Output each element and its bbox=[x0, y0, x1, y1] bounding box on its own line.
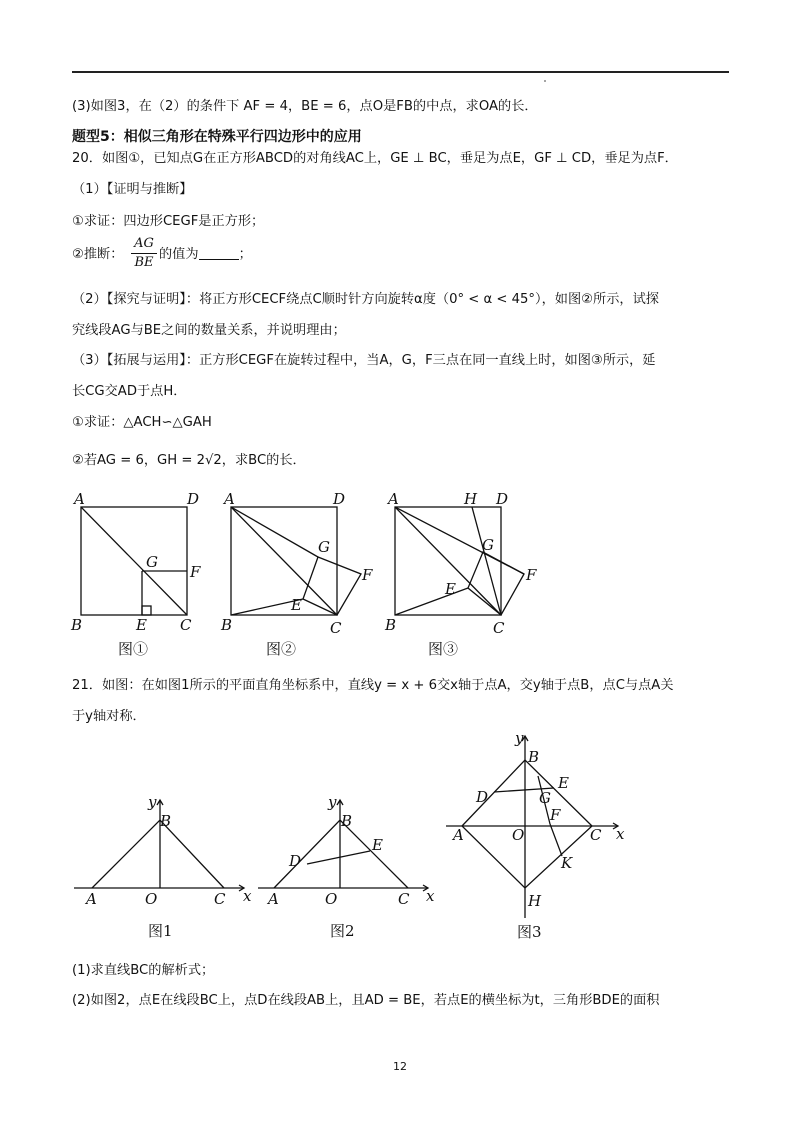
fig1-caption: 图① bbox=[118, 640, 149, 658]
q20-part2-line1: （2）【探究与证明】：将正方形CECF绕点C顺时针方向旋转α度（0° < α < 45°），如图②所示，试探 bbox=[72, 292, 659, 307]
fraction-ag-be bbox=[131, 236, 157, 271]
q21-fig2-label-D: D bbox=[289, 852, 302, 870]
q21-fig2-label-C: C bbox=[398, 890, 410, 908]
q20-part3-item1: ①求证：△ACH∽△GAH bbox=[72, 415, 212, 430]
q20-infer-value-text: 的值为 bbox=[159, 247, 199, 262]
q21-fig3-label-D: D bbox=[476, 788, 489, 806]
fig3-label-E: E bbox=[445, 580, 456, 598]
fig3-label-C: C bbox=[493, 619, 505, 637]
q21-figure-1 bbox=[68, 790, 258, 955]
q21-fig1-label-A: A bbox=[86, 890, 97, 908]
header-rule bbox=[72, 71, 729, 73]
q20-part1-item1: ①求证：四边形CEGF是正方形； bbox=[72, 214, 265, 229]
q20-part2-line2: 究线段AG与BE之间的数量关系，并说明理由； bbox=[72, 323, 346, 338]
q21-fig3-caption: 图3 bbox=[517, 923, 542, 941]
q21-fig3-label-C: C bbox=[590, 826, 602, 844]
q20-figure-2 bbox=[215, 488, 375, 663]
q21-fig3-label-H: H bbox=[528, 892, 542, 910]
stray-dot bbox=[544, 80, 546, 82]
fig2-label-C: C bbox=[330, 619, 342, 637]
fig1-label-C: C bbox=[180, 616, 192, 634]
q21-fig1-label-B: B bbox=[160, 812, 172, 830]
q20-figure-1 bbox=[60, 488, 210, 663]
q21-fig3-label-A: A bbox=[453, 826, 464, 844]
fig1-label-A: A bbox=[74, 490, 85, 508]
q21-fig1-label-y: y bbox=[148, 793, 157, 811]
q21-stem-line1: 21．如图：在如图1所示的平面直角坐标系中，直线y = x + 6交x轴于点A，交y轴于点B，点C与点A关 bbox=[72, 678, 674, 693]
fig3-label-D: D bbox=[496, 490, 509, 508]
q21-fig3-label-y: y bbox=[515, 729, 524, 747]
fig3-label-G: G bbox=[482, 536, 494, 554]
section-heading: 题型5：相似三角形在特殊平行四边形中的应用 bbox=[72, 129, 362, 145]
q20-infer-end: ； bbox=[238, 247, 252, 262]
fraction-denominator: BE bbox=[134, 255, 154, 270]
fraction-numerator: AG bbox=[134, 236, 154, 251]
fig1-label-B: B bbox=[71, 616, 83, 634]
fig2-label-D: D bbox=[333, 490, 346, 508]
q21-fig2-label-A: A bbox=[268, 890, 279, 908]
q20-part1-item2 bbox=[72, 246, 123, 264]
fig1-label-D: D bbox=[187, 490, 200, 508]
q21-fig1-label-O: O bbox=[145, 890, 158, 908]
q20-infer-prefix: ②推断： bbox=[72, 247, 124, 262]
q20-part1-title: （1）【证明与推断】 bbox=[72, 182, 193, 197]
q20-part3-line2: 长CG交AD于点H． bbox=[72, 384, 187, 399]
fig2-label-E: E bbox=[291, 596, 302, 614]
fig3-label-A: A bbox=[388, 490, 399, 508]
q21-fig2-label-x: x bbox=[426, 887, 435, 905]
fraction-bar bbox=[131, 253, 157, 254]
fig1-label-E: E bbox=[136, 616, 147, 634]
fig2-label-A: A bbox=[224, 490, 235, 508]
q21-fig3-label-K: K bbox=[561, 854, 573, 872]
fig2-label-F: F bbox=[362, 566, 373, 584]
q20-figure-3 bbox=[378, 488, 548, 663]
fig2-caption: 图② bbox=[266, 640, 297, 658]
fig2-label-G: G bbox=[318, 538, 330, 556]
q21-part1: (1)求直线BC的解析式； bbox=[72, 963, 215, 978]
q21-fig3-label-E: E bbox=[558, 774, 569, 792]
q21-fig3-label-F: F bbox=[550, 806, 561, 824]
q21-fig2-label-O: O bbox=[325, 890, 338, 908]
page-number: 12 bbox=[393, 1060, 407, 1073]
q20-infer-suffix bbox=[159, 246, 252, 264]
q21-fig1-caption: 图1 bbox=[148, 922, 173, 940]
fig2-label-B: B bbox=[221, 616, 233, 634]
q21-figure-2 bbox=[252, 790, 442, 955]
q21-fig1-label-x: x bbox=[243, 887, 252, 905]
q21-fig2-label-y: y bbox=[328, 793, 337, 811]
q21-fig2-label-B: B bbox=[341, 812, 353, 830]
q21-fig3-label-B: B bbox=[528, 748, 540, 766]
q21-figure-3 bbox=[440, 728, 640, 948]
q19-part3: (3)如图3，在（2）的条件下 AF = 4，BE = 6，点O是FB的中点，求OA的长． bbox=[72, 99, 538, 114]
fig3-caption: 图③ bbox=[428, 640, 459, 658]
q21-fig1-label-C: C bbox=[214, 890, 226, 908]
q21-fig3-label-O: O bbox=[512, 826, 525, 844]
q20-part3-item2: ②若AG = 6，GH = 2√2，求BC的长． bbox=[72, 453, 306, 468]
q21-fig3-label-x: x bbox=[616, 825, 625, 843]
q20-stem: 20．如图①，已知点G在正方形ABCD的对角线AC上，GE ⊥ BC，垂足为点E，GF ⊥ CD，垂足为点F． bbox=[72, 151, 678, 166]
fig1-label-G: G bbox=[146, 553, 158, 571]
fig3-label-F: F bbox=[526, 566, 537, 584]
q21-fig3-label-G: G bbox=[539, 789, 551, 807]
q21-fig2-label-E: E bbox=[372, 836, 383, 854]
q20-part3-line1: （3）【拓展与运用】：正方形CEGF在旋转过程中，当A，G，F三点在同一直线上时，如图③所示，延 bbox=[72, 353, 656, 368]
answer-blank bbox=[199, 247, 239, 260]
fig1-label-F: F bbox=[190, 563, 201, 581]
q21-fig2-caption: 图2 bbox=[330, 922, 355, 940]
fig3-label-B: B bbox=[385, 616, 397, 634]
q21-part2: (2)如图2，点E在线段BC上，点D在线段AB上，且AD = BE，若点E的横坐标为t，三角形BDE的面积 bbox=[72, 993, 660, 1008]
fig3-label-H: H bbox=[464, 490, 478, 508]
q21-stem-line2: 于y轴对称． bbox=[72, 709, 146, 724]
